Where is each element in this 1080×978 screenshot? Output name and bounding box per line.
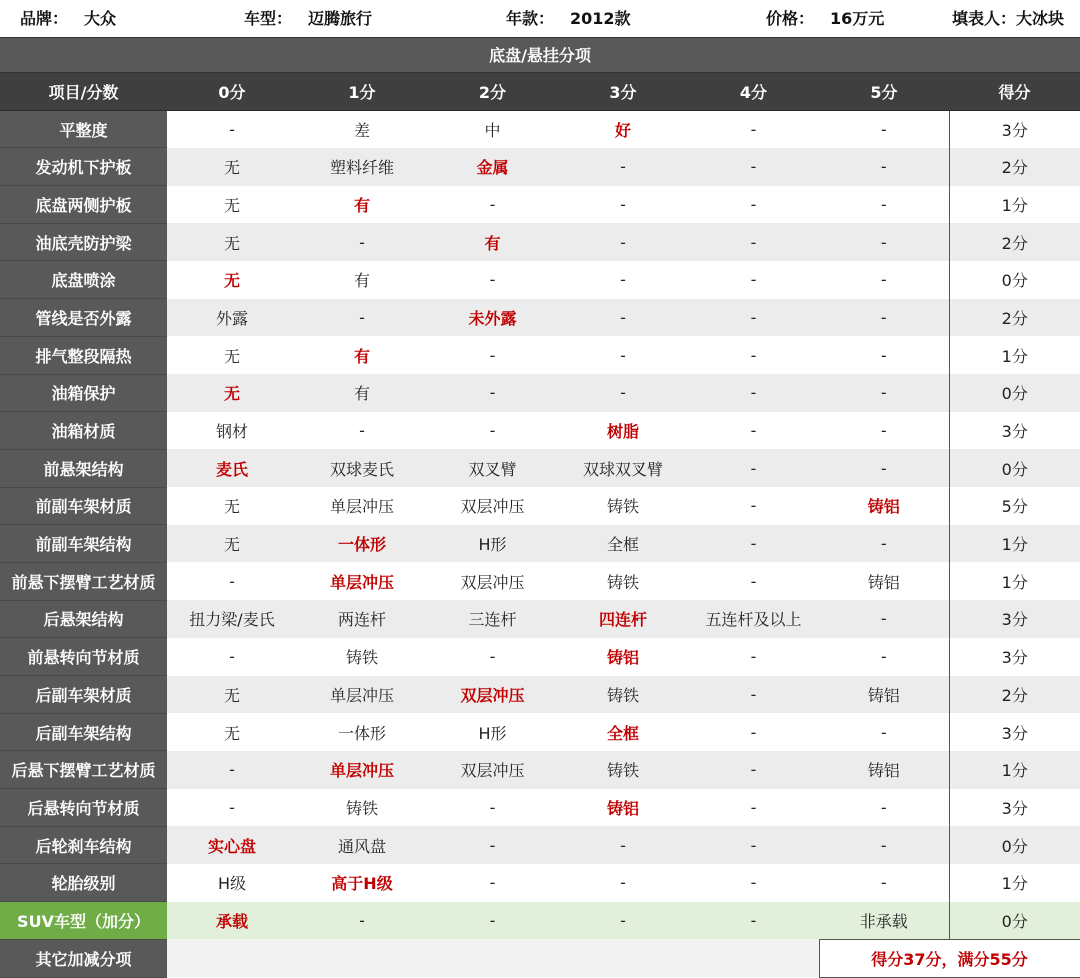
- row-label: 前悬下摆臂工艺材质: [0, 562, 167, 600]
- option-cell: 铸铁: [297, 789, 427, 827]
- option-cell: 无: [167, 186, 297, 224]
- row-score: 3分: [949, 600, 1080, 638]
- option-cell: 铸铁: [297, 638, 427, 676]
- option-cell: 钢材: [167, 412, 297, 450]
- option-cell: -: [688, 713, 819, 751]
- option-cell: -: [558, 336, 688, 374]
- option-cell: -: [688, 148, 819, 186]
- table-row: [0, 562, 1080, 600]
- option-cell: -: [819, 864, 949, 902]
- option-cell: -: [688, 261, 819, 299]
- row-label: 后副车架结构: [0, 713, 167, 751]
- row-label: 排气整段隔热: [0, 336, 167, 374]
- selected-option-cell: 四连杆: [558, 600, 688, 638]
- table-row: [0, 110, 1080, 148]
- option-cell: -: [297, 299, 427, 337]
- option-cell: -: [558, 374, 688, 412]
- option-cell: -: [819, 186, 949, 224]
- option-cell: 无: [167, 148, 297, 186]
- selected-option-cell: 铸铝: [558, 789, 688, 827]
- option-cell: -: [167, 110, 297, 148]
- option-cell: -: [819, 826, 949, 864]
- option-cell: -: [688, 186, 819, 224]
- brand-value: 大众: [84, 9, 117, 28]
- option-cell: -: [819, 148, 949, 186]
- row-score: 0分: [949, 261, 1080, 299]
- option-cell: -: [819, 336, 949, 374]
- price-label: 价格：: [766, 9, 815, 28]
- option-cell: -: [297, 902, 427, 940]
- table-body: [0, 110, 1080, 977]
- column-header-points: 2分: [427, 73, 558, 110]
- author-field: [952, 0, 1064, 37]
- footer-row: [0, 939, 1080, 977]
- option-cell: H级: [167, 864, 297, 902]
- footer-label: 其它加减分项: [0, 939, 167, 977]
- row-label: 油箱保护: [0, 374, 167, 412]
- option-cell: -: [819, 223, 949, 261]
- row-score: 3分: [949, 789, 1080, 827]
- option-cell: -: [167, 751, 297, 789]
- option-cell: 双球麦氏: [297, 449, 427, 487]
- option-cell: -: [558, 299, 688, 337]
- row-score: 0分: [949, 449, 1080, 487]
- info-bar: [0, 0, 1080, 38]
- row-score: 0分: [949, 826, 1080, 864]
- selected-option-cell: 单层冲压: [297, 751, 427, 789]
- option-cell: -: [688, 751, 819, 789]
- row-score: 3分: [949, 638, 1080, 676]
- option-cell: 三连杆: [427, 600, 558, 638]
- option-cell: -: [688, 374, 819, 412]
- price-value: 16万元: [830, 9, 885, 28]
- table-row: [0, 487, 1080, 525]
- option-cell: 两连杆: [297, 600, 427, 638]
- model-label: 车型：: [244, 9, 293, 28]
- option-cell: -: [688, 826, 819, 864]
- column-header-score: 得分: [949, 73, 1080, 110]
- table-row: [0, 713, 1080, 751]
- row-label: 管线是否外露: [0, 299, 167, 337]
- option-cell: -: [688, 412, 819, 450]
- option-cell: -: [819, 110, 949, 148]
- option-cell: 铸铁: [558, 676, 688, 714]
- option-cell: 无: [167, 525, 297, 563]
- option-cell: -: [688, 336, 819, 374]
- option-cell: -: [427, 902, 558, 940]
- option-cell: 单层冲压: [297, 487, 427, 525]
- option-cell: -: [427, 638, 558, 676]
- model-field: [244, 0, 372, 37]
- option-cell: -: [688, 487, 819, 525]
- option-cell: 一体形: [297, 713, 427, 751]
- option-cell: -: [427, 186, 558, 224]
- selected-option-cell: 好: [558, 110, 688, 148]
- option-cell: 无: [167, 223, 297, 261]
- column-header-points: 3分: [558, 73, 688, 110]
- row-score: 1分: [949, 562, 1080, 600]
- option-cell: -: [688, 789, 819, 827]
- table-row: [0, 902, 1080, 940]
- option-cell: -: [819, 638, 949, 676]
- option-cell: -: [558, 186, 688, 224]
- selected-option-cell: 树脂: [558, 412, 688, 450]
- option-cell: -: [819, 374, 949, 412]
- row-score: 0分: [949, 902, 1080, 940]
- selected-option-cell: 双层冲压: [427, 676, 558, 714]
- author-value: 大冰块: [1016, 9, 1065, 28]
- selected-option-cell: 金属: [427, 148, 558, 186]
- option-cell: -: [167, 789, 297, 827]
- row-label: 后悬架结构: [0, 600, 167, 638]
- option-cell: 铸铁: [558, 751, 688, 789]
- option-cell: -: [688, 223, 819, 261]
- row-score: 3分: [949, 110, 1080, 148]
- table-row: [0, 449, 1080, 487]
- author-label: 填表人：: [952, 9, 1017, 28]
- table-row: [0, 223, 1080, 261]
- option-cell: -: [558, 148, 688, 186]
- table-row: [0, 186, 1080, 224]
- row-score: 2分: [949, 676, 1080, 714]
- option-cell: -: [688, 638, 819, 676]
- option-cell: 双层冲压: [427, 751, 558, 789]
- row-score: 2分: [949, 223, 1080, 261]
- price-field: [766, 0, 884, 37]
- table-row: [0, 789, 1080, 827]
- brand-label: 品牌：: [20, 9, 69, 28]
- option-cell: 无: [167, 676, 297, 714]
- total-score: 得分37分，满分55分: [819, 939, 1080, 977]
- option-cell: 无: [167, 487, 297, 525]
- row-label: 油箱材质: [0, 412, 167, 450]
- option-cell: -: [427, 864, 558, 902]
- option-cell: 五连杆及以上: [688, 600, 819, 638]
- option-cell: 有: [297, 374, 427, 412]
- option-cell: 差: [297, 110, 427, 148]
- option-cell: -: [819, 525, 949, 563]
- row-score: 1分: [949, 864, 1080, 902]
- option-cell: -: [819, 600, 949, 638]
- option-cell: 无: [167, 713, 297, 751]
- option-cell: -: [688, 864, 819, 902]
- row-score: 5分: [949, 487, 1080, 525]
- option-cell: -: [558, 223, 688, 261]
- row-label: 前副车架材质: [0, 487, 167, 525]
- column-header-row: [0, 73, 1080, 110]
- score-table: [0, 73, 1080, 978]
- table-row: [0, 864, 1080, 902]
- option-cell: 双层冲压: [427, 487, 558, 525]
- option-cell: 双层冲压: [427, 562, 558, 600]
- option-cell: 铸铝: [819, 562, 949, 600]
- option-cell: 铸铝: [819, 751, 949, 789]
- selected-option-cell: 一体形: [297, 525, 427, 563]
- model-value: 迈腾旅行: [308, 9, 373, 28]
- option-cell: 有: [297, 261, 427, 299]
- table-row: [0, 148, 1080, 186]
- year-label: 年款：: [506, 9, 555, 28]
- column-header-points: 1分: [297, 73, 427, 110]
- row-label: 后副车架材质: [0, 676, 167, 714]
- option-cell: -: [558, 261, 688, 299]
- section-title: 底盘/悬挂分项: [0, 37, 1080, 73]
- row-score: 1分: [949, 186, 1080, 224]
- option-cell: -: [427, 261, 558, 299]
- row-score: 0分: [949, 374, 1080, 412]
- option-cell: -: [819, 713, 949, 751]
- option-cell: -: [819, 261, 949, 299]
- table-row: [0, 751, 1080, 789]
- option-cell: -: [688, 525, 819, 563]
- option-cell: -: [427, 826, 558, 864]
- option-cell: -: [558, 902, 688, 940]
- selected-option-cell: 有: [297, 186, 427, 224]
- selected-option-cell: 全框: [558, 713, 688, 751]
- selected-option-cell: 承载: [167, 902, 297, 940]
- selected-option-cell: 铸铝: [558, 638, 688, 676]
- selected-option-cell: 实心盘: [167, 826, 297, 864]
- option-cell: H形: [427, 525, 558, 563]
- option-cell: H形: [427, 713, 558, 751]
- column-header-points: 5分: [819, 73, 949, 110]
- option-cell: 扭力梁/麦氏: [167, 600, 297, 638]
- option-cell: 双球双叉臂: [558, 449, 688, 487]
- option-cell: -: [427, 789, 558, 827]
- table-row: [0, 638, 1080, 676]
- option-cell: -: [819, 412, 949, 450]
- column-header-points: 4分: [688, 73, 819, 110]
- row-label: 前悬架结构: [0, 449, 167, 487]
- table-row: [0, 676, 1080, 714]
- option-cell: -: [558, 864, 688, 902]
- row-score: 2分: [949, 148, 1080, 186]
- brand-field: [20, 0, 116, 37]
- year-field: [506, 0, 631, 37]
- row-label: 轮胎级别: [0, 864, 167, 902]
- option-cell: -: [688, 110, 819, 148]
- option-cell: -: [427, 374, 558, 412]
- table-row: [0, 412, 1080, 450]
- option-cell: -: [688, 449, 819, 487]
- row-label: 油底壳防护梁: [0, 223, 167, 261]
- selected-option-cell: 有: [297, 336, 427, 374]
- option-cell: -: [688, 676, 819, 714]
- column-header-points: 0分: [167, 73, 297, 110]
- column-header-item: 项目/分数: [0, 73, 167, 110]
- row-score: 1分: [949, 336, 1080, 374]
- row-label: 底盘喷涂: [0, 261, 167, 299]
- option-cell: 通风盘: [297, 826, 427, 864]
- row-score: 1分: [949, 525, 1080, 563]
- option-cell: -: [819, 449, 949, 487]
- option-cell: 铸铁: [558, 487, 688, 525]
- row-label: 后悬转向节材质: [0, 789, 167, 827]
- option-cell: -: [688, 902, 819, 940]
- option-cell: 塑料纤维: [297, 148, 427, 186]
- option-cell: -: [558, 826, 688, 864]
- option-cell: 外露: [167, 299, 297, 337]
- row-label: 发动机下护板: [0, 148, 167, 186]
- row-label: 后悬下摆臂工艺材质: [0, 751, 167, 789]
- row-label: 后轮刹车结构: [0, 826, 167, 864]
- row-label: 前悬转向节材质: [0, 638, 167, 676]
- option-cell: 铸铁: [558, 562, 688, 600]
- option-cell: -: [819, 299, 949, 337]
- option-cell: -: [167, 638, 297, 676]
- selected-option-cell: 无: [167, 374, 297, 412]
- row-label: 底盘两侧护板: [0, 186, 167, 224]
- table-row: [0, 299, 1080, 337]
- year-value: 2012款: [570, 9, 631, 28]
- selected-option-cell: 未外露: [427, 299, 558, 337]
- option-cell: -: [427, 412, 558, 450]
- selected-option-cell: 麦氏: [167, 449, 297, 487]
- option-cell: -: [427, 336, 558, 374]
- row-label: 平整度: [0, 110, 167, 148]
- row-score: 3分: [949, 412, 1080, 450]
- row-score: 2分: [949, 299, 1080, 337]
- option-cell: -: [688, 562, 819, 600]
- table-row: [0, 600, 1080, 638]
- option-cell: 单层冲压: [297, 676, 427, 714]
- table-row: [0, 525, 1080, 563]
- option-cell: 非承载: [819, 902, 949, 940]
- selected-option-cell: 单层冲压: [297, 562, 427, 600]
- footer-blank-cell: [167, 939, 819, 977]
- row-label: 前副车架结构: [0, 525, 167, 563]
- selected-option-cell: 铸铝: [819, 487, 949, 525]
- option-cell: 铸铝: [819, 676, 949, 714]
- table-row: [0, 374, 1080, 412]
- option-cell: -: [297, 223, 427, 261]
- option-cell: 全框: [558, 525, 688, 563]
- table-row: [0, 261, 1080, 299]
- option-cell: 双叉臂: [427, 449, 558, 487]
- option-cell: -: [297, 412, 427, 450]
- table-row: [0, 336, 1080, 374]
- selected-option-cell: 无: [167, 261, 297, 299]
- option-cell: -: [819, 789, 949, 827]
- option-cell: -: [167, 562, 297, 600]
- option-cell: -: [688, 299, 819, 337]
- table-row: [0, 826, 1080, 864]
- selected-option-cell: 高于H级: [297, 864, 427, 902]
- row-label: SUV车型（加分）: [0, 902, 167, 940]
- option-cell: 中: [427, 110, 558, 148]
- row-score: 3分: [949, 713, 1080, 751]
- selected-option-cell: 有: [427, 223, 558, 261]
- option-cell: 无: [167, 336, 297, 374]
- row-score: 1分: [949, 751, 1080, 789]
